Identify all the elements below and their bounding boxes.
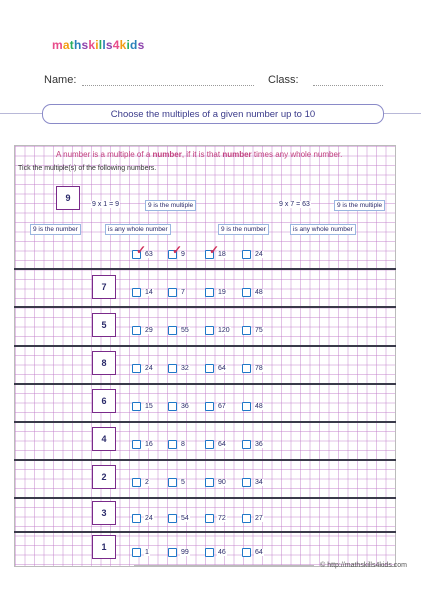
option[interactable]: 19 [205, 288, 227, 297]
note-multiple-2: 9 is the multiple [334, 200, 385, 211]
class-label: Class: [268, 74, 299, 86]
checkbox[interactable] [132, 402, 141, 411]
checkbox[interactable] [242, 440, 251, 449]
option[interactable]: 67 [205, 402, 227, 411]
row-number-box: 2 [92, 465, 116, 489]
option[interactable]: 36 [242, 440, 264, 449]
option[interactable]: 24 [132, 364, 154, 373]
tick-mark-icon: ✓ [136, 243, 147, 257]
checkbox[interactable] [168, 478, 177, 487]
option[interactable]: 64 [205, 440, 227, 449]
checkbox[interactable] [242, 514, 251, 523]
example-option-1[interactable]: ✓ 63 [132, 250, 154, 259]
option[interactable]: 16 [132, 440, 154, 449]
option[interactable]: 75 [242, 326, 264, 335]
checkbox[interactable] [168, 326, 177, 335]
row-number-box: 1 [92, 535, 116, 559]
option[interactable]: 54 [168, 514, 190, 523]
checkbox-checked[interactable] [168, 243, 183, 259]
option[interactable]: 90 [205, 478, 227, 487]
option[interactable]: 48 [242, 288, 264, 297]
note-multiple-1: 9 is the multiple [145, 200, 196, 211]
checkbox[interactable] [168, 364, 177, 373]
tick-mark-icon: ✓ [172, 243, 183, 257]
worksheet-title: Choose the multiples of a given number up to 10 [42, 104, 384, 124]
option[interactable]: 46 [205, 548, 227, 557]
title-right-line [384, 113, 421, 114]
option[interactable]: 7 [168, 288, 186, 297]
checkbox[interactable] [132, 440, 141, 449]
checkbox[interactable] [132, 326, 141, 335]
checkbox[interactable] [132, 288, 141, 297]
option[interactable]: 24 [132, 514, 154, 523]
option[interactable]: 99 [168, 548, 190, 557]
row-number-box: 8 [92, 351, 116, 375]
checkbox[interactable] [205, 514, 214, 523]
option[interactable]: 36 [168, 402, 190, 411]
row-divider [14, 497, 396, 499]
note-whole-1: is any whole number [105, 224, 171, 235]
row-number-box: 7 [92, 275, 116, 299]
checkbox[interactable] [132, 548, 141, 557]
example-option-4[interactable]: 24 [242, 250, 264, 259]
checkbox[interactable] [242, 478, 251, 487]
title-left-line [0, 113, 42, 114]
footer-copyright: © http://mathskills4kids.com [320, 562, 407, 569]
option[interactable]: 64 [242, 548, 264, 557]
checkbox[interactable] [168, 440, 177, 449]
checkbox[interactable] [168, 514, 177, 523]
option[interactable]: 78 [242, 364, 264, 373]
row-number-box: 3 [92, 501, 116, 525]
checkbox[interactable] [132, 478, 141, 487]
checkbox[interactable] [242, 364, 251, 373]
footer-line [134, 565, 314, 566]
checkbox[interactable] [242, 326, 251, 335]
note-whole-2: is any whole number [290, 224, 356, 235]
option[interactable]: 27 [242, 514, 264, 523]
footer [134, 562, 407, 569]
instruction-text: Tick the multiple(s) of the following numbers. [18, 165, 157, 172]
option[interactable]: 15 [132, 402, 154, 411]
row-divider [14, 421, 396, 423]
option[interactable]: 1 [132, 548, 150, 557]
option[interactable]: 55 [168, 326, 190, 335]
option[interactable]: 72 [205, 514, 227, 523]
checkbox[interactable] [205, 402, 214, 411]
logo: mathskills4kids [52, 38, 145, 52]
row-divider [14, 383, 396, 385]
row-number-box: 4 [92, 427, 116, 451]
note-number-2: 9 is the number [218, 224, 269, 235]
row-number-box: 5 [92, 313, 116, 337]
row-divider [14, 345, 396, 347]
option[interactable]: 5 [168, 478, 186, 487]
option[interactable]: 2 [132, 478, 150, 487]
row-number-box: 6 [92, 389, 116, 413]
option[interactable]: 48 [242, 402, 264, 411]
example-number-box: 9 [56, 186, 80, 210]
example-equation-2: 9 x 7 = 63 [279, 201, 310, 208]
option[interactable]: 34 [242, 478, 264, 487]
option[interactable]: 32 [168, 364, 190, 373]
checkbox[interactable] [242, 548, 251, 557]
checkbox[interactable] [205, 478, 214, 487]
class-field[interactable] [313, 85, 383, 86]
checkbox[interactable] [242, 402, 251, 411]
row-divider [14, 531, 396, 533]
row-divider [14, 459, 396, 461]
option[interactable]: 64 [205, 364, 227, 373]
option[interactable]: 29 [132, 326, 154, 335]
tick-mark-icon: ✓ [209, 243, 220, 257]
checkbox[interactable] [168, 288, 177, 297]
name-label: Name: [44, 74, 77, 86]
checkbox[interactable] [168, 548, 177, 557]
option[interactable]: 14 [132, 288, 154, 297]
option[interactable]: 8 [168, 440, 186, 449]
checkbox[interactable] [205, 326, 214, 335]
checkbox[interactable] [205, 440, 214, 449]
note-number-1: 9 is the number [30, 224, 81, 235]
checkbox[interactable] [168, 402, 177, 411]
checkbox[interactable] [132, 364, 141, 373]
checkbox[interactable] [132, 514, 141, 523]
definition-text: A number is a multiple of a number, if it is that number times any whole number. [56, 150, 343, 159]
option[interactable]: 120 [205, 326, 231, 335]
checkbox[interactable] [242, 250, 251, 259]
example-equation-1: 9 x 1 = 9 [92, 201, 120, 208]
row-divider [14, 268, 396, 270]
checkbox[interactable] [205, 288, 214, 297]
row-divider [14, 306, 396, 308]
checkbox[interactable] [205, 364, 214, 373]
example-option-2[interactable]: ✓ 9 [168, 250, 186, 259]
name-field[interactable] [82, 85, 254, 86]
checkbox[interactable] [242, 288, 251, 297]
example-option-3[interactable]: ✓ 18 [205, 250, 227, 259]
checkbox[interactable] [205, 548, 214, 557]
